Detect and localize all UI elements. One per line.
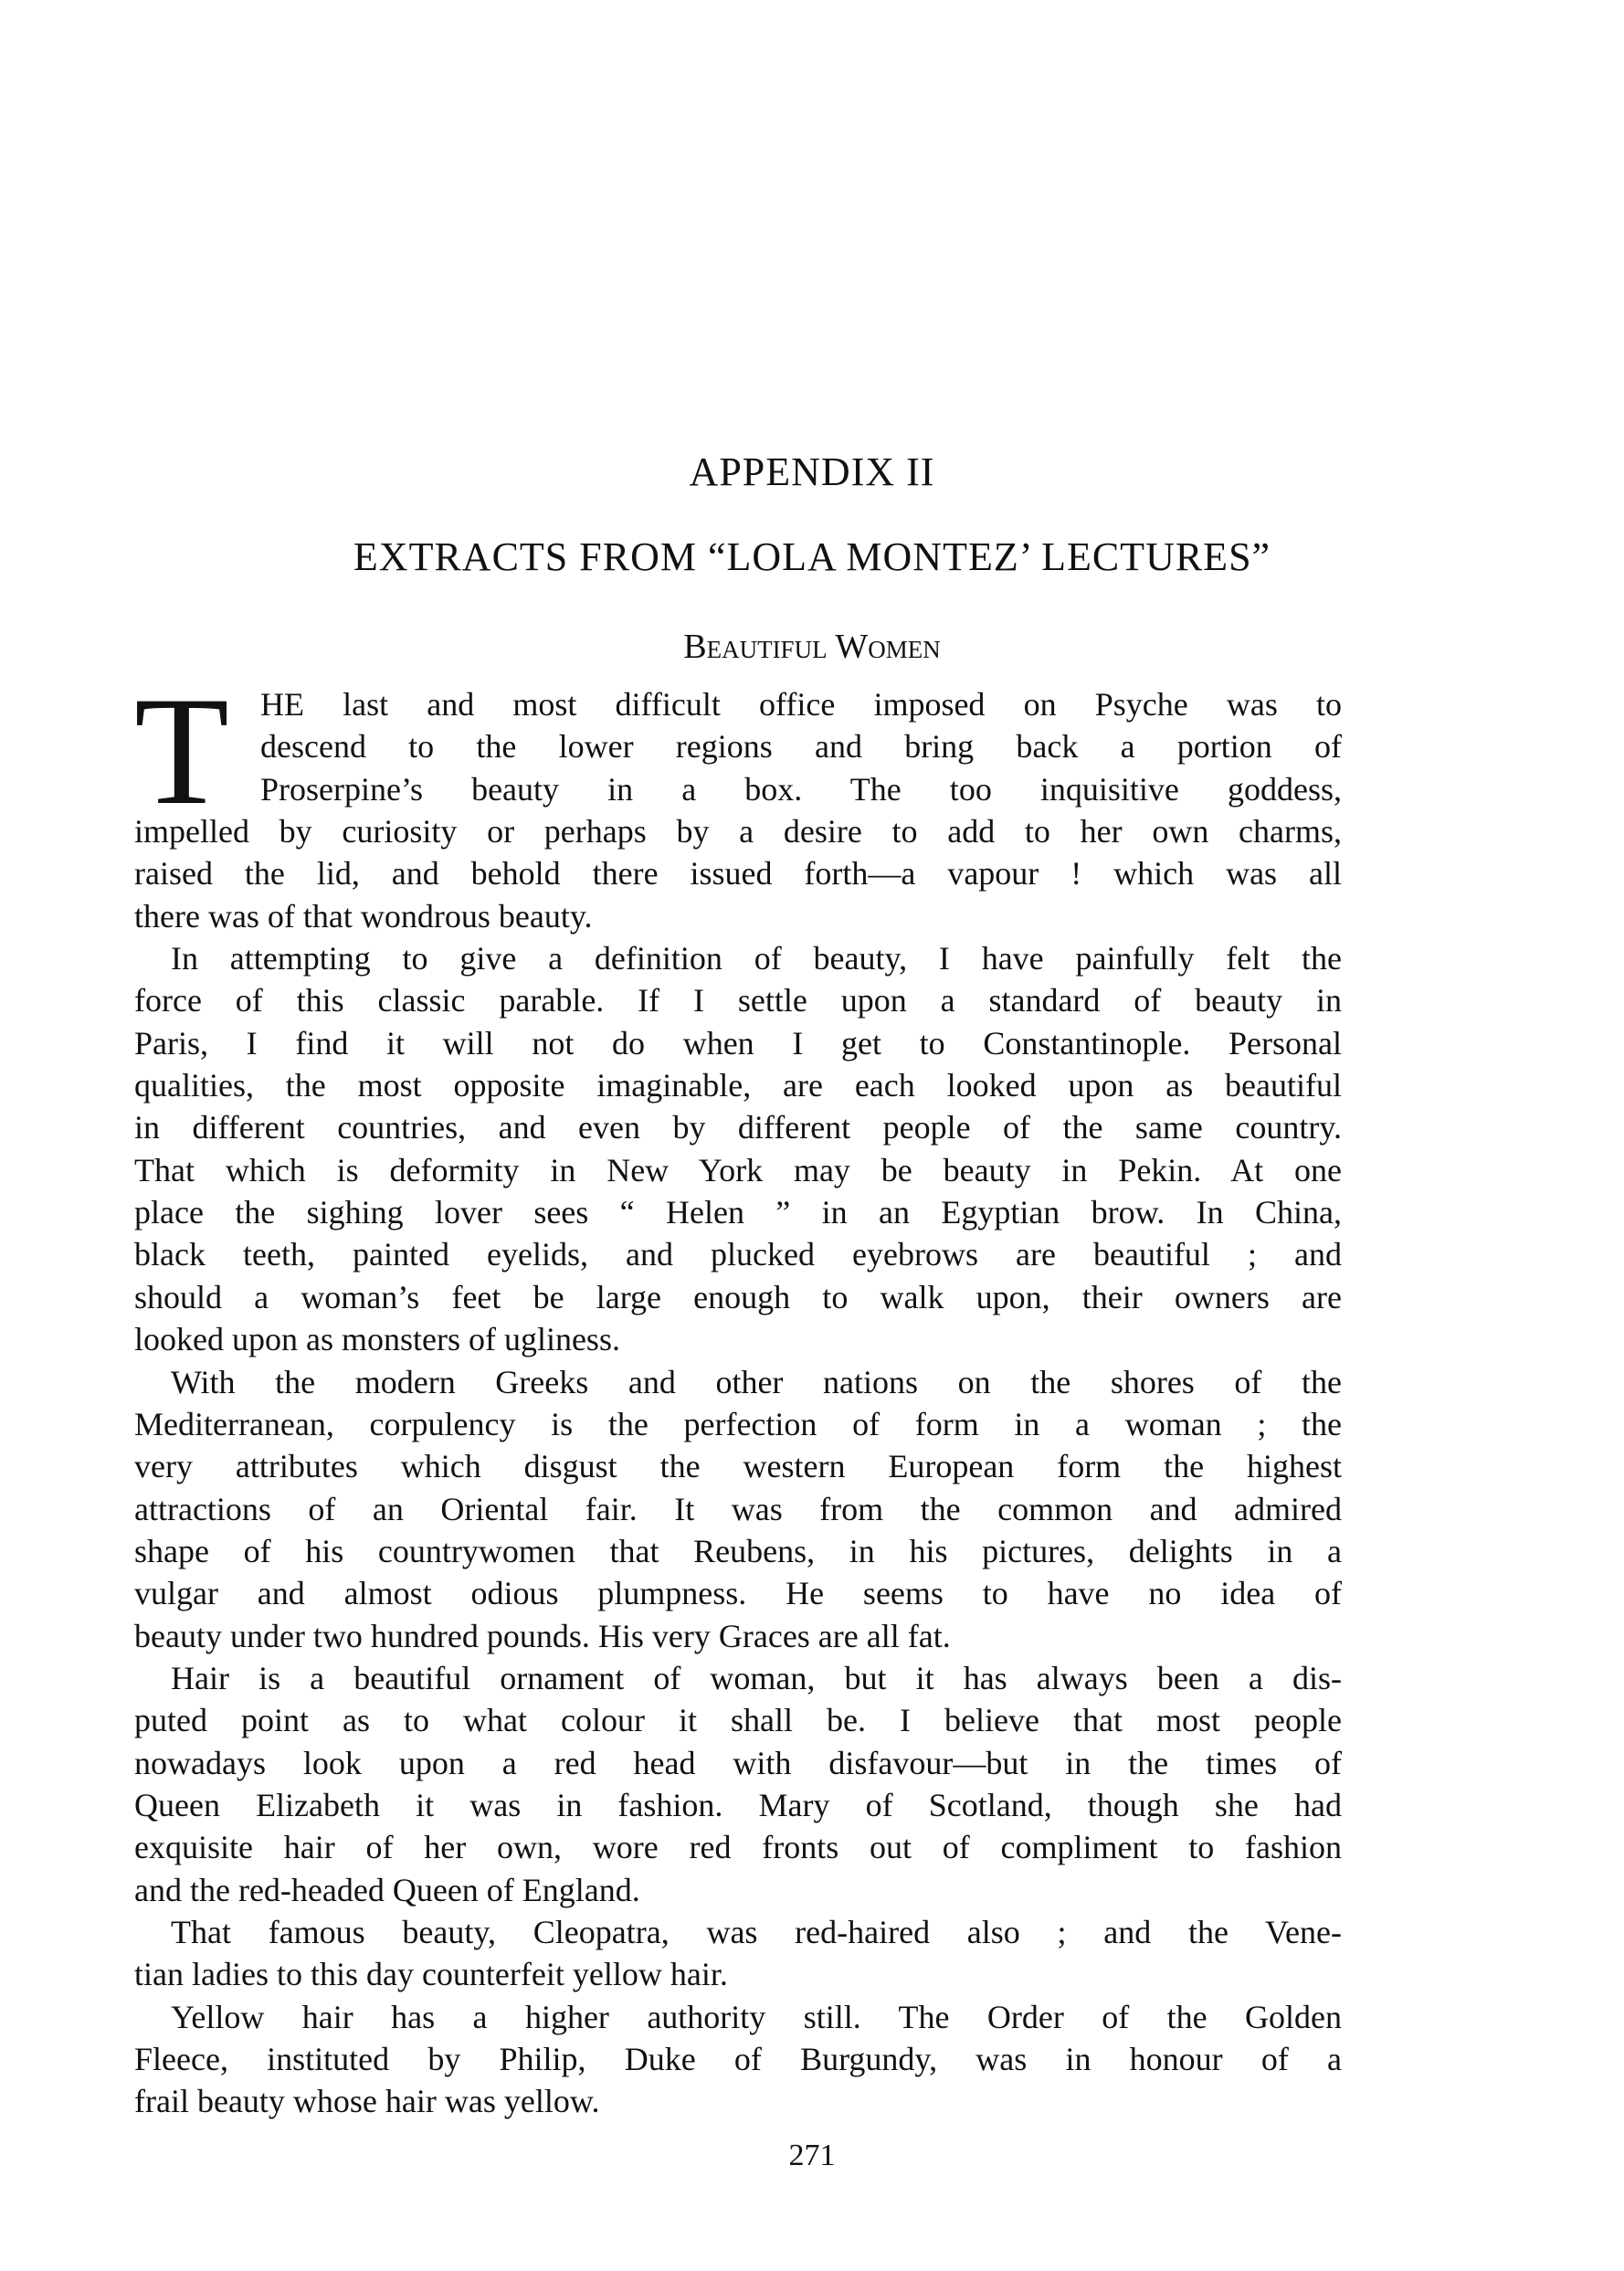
- text-line: impelled by curiosity or perhaps by a desire to add to her own charms,: [134, 813, 1342, 850]
- text-line: place the sighing lover sees “ Helen ” in an Egyptian brow. In China,: [134, 1194, 1342, 1231]
- text-line: nowadays look upon a red head with disfavour—but in the times of: [134, 1744, 1342, 1781]
- text-line: force of this classic parable. If I settle upon a standard of beauty in: [134, 982, 1342, 1019]
- drop-cap: T: [134, 687, 229, 815]
- text-line: Yellow hair has a higher authority still. The Order of the Golden: [171, 1998, 1342, 2035]
- text-line: vulgar and almost odious plumpness. He seems to have no idea of: [134, 1575, 1342, 1612]
- text-line: Queen Elizabeth it was in fashion. Mary of Scotland, though she had: [134, 1786, 1342, 1823]
- text-line: Proserpine’s beauty in a box. The too inquisitive goddess,: [260, 770, 1342, 808]
- text-line: looked upon as monsters of ugliness.: [134, 1321, 620, 1358]
- body-text: [134, 683, 1342, 2123]
- text-line: raised the lid, and behold there issued forth—a vapour ! which was all: [134, 855, 1342, 893]
- text-line: exquisite hair of her own, wore red fronts out of compliment to fashion: [134, 1829, 1342, 1866]
- page-number: 271: [788, 2139, 836, 2172]
- text-line: should a woman’s feet be large enough to walk upon, their owners are: [134, 1278, 1342, 1315]
- text-line: With the modern Greeks and other nations on the shores of the: [171, 1363, 1342, 1400]
- text-line: puted point as to what colour it shall be. I believe that most people: [134, 1702, 1342, 1739]
- text-line: black teeth, painted eyelids, and plucked eyebrows are beautiful ; and: [134, 1236, 1342, 1273]
- text-line: In attempting to give a definition of beauty, I have painfully felt the: [171, 940, 1342, 977]
- text-line: beauty under two hundred pounds. His very Graces are all fat.: [134, 1617, 951, 1654]
- extracts-title: EXTRACTS FROM “LOLA MONTEZ’ LECTURES”: [353, 534, 1271, 579]
- text-line: there was of that wondrous beauty.: [134, 897, 593, 935]
- text-line: That famous beauty, Cleopatra, was red-haired also ; and the Vene-: [171, 1913, 1342, 1950]
- appendix-title: APPENDIX II: [689, 449, 935, 494]
- text-line: Mediterranean, corpulency is the perfection of form in a woman ; the: [134, 1405, 1342, 1442]
- text-line: descend to the lower regions and bring back a portion of: [260, 728, 1342, 766]
- text-line: That which is deformity in New York may be beauty in Pekin. At one: [134, 1151, 1342, 1188]
- text-line: Hair is a beautiful ornament of woman, but it has always been a dis-: [171, 1659, 1342, 1696]
- text-line: in different countries, and even by different people of the same country.: [134, 1109, 1342, 1146]
- text-line: shape of his countrywomen that Reubens, in his pictures, delights in a: [134, 1532, 1342, 1569]
- text-line: Paris, I find it will not do when I get to Constantinople. Personal: [134, 1024, 1342, 1062]
- text-line: qualities, the most opposite imaginable, are each looked upon as beautiful: [134, 1067, 1342, 1104]
- text-line: attractions of an Oriental fair. It was from the common and admired: [134, 1490, 1342, 1527]
- text-line: HE last and most difficult office imposed on Psyche was to: [260, 686, 1342, 723]
- text-line: very attributes which disgust the western European form the highest: [134, 1448, 1342, 1485]
- text-line: tian ladies to this day counterfeit yellow hair.: [134, 1956, 728, 1993]
- text-line: and the red-headed Queen of England.: [134, 1871, 640, 1908]
- section-title: Beautiful Women: [683, 628, 941, 666]
- text-line: frail beauty whose hair was yellow.: [134, 2083, 600, 2120]
- text-line: Fleece, instituted by Philip, Duke of Burgundy, was in honour of a: [134, 2041, 1342, 2077]
